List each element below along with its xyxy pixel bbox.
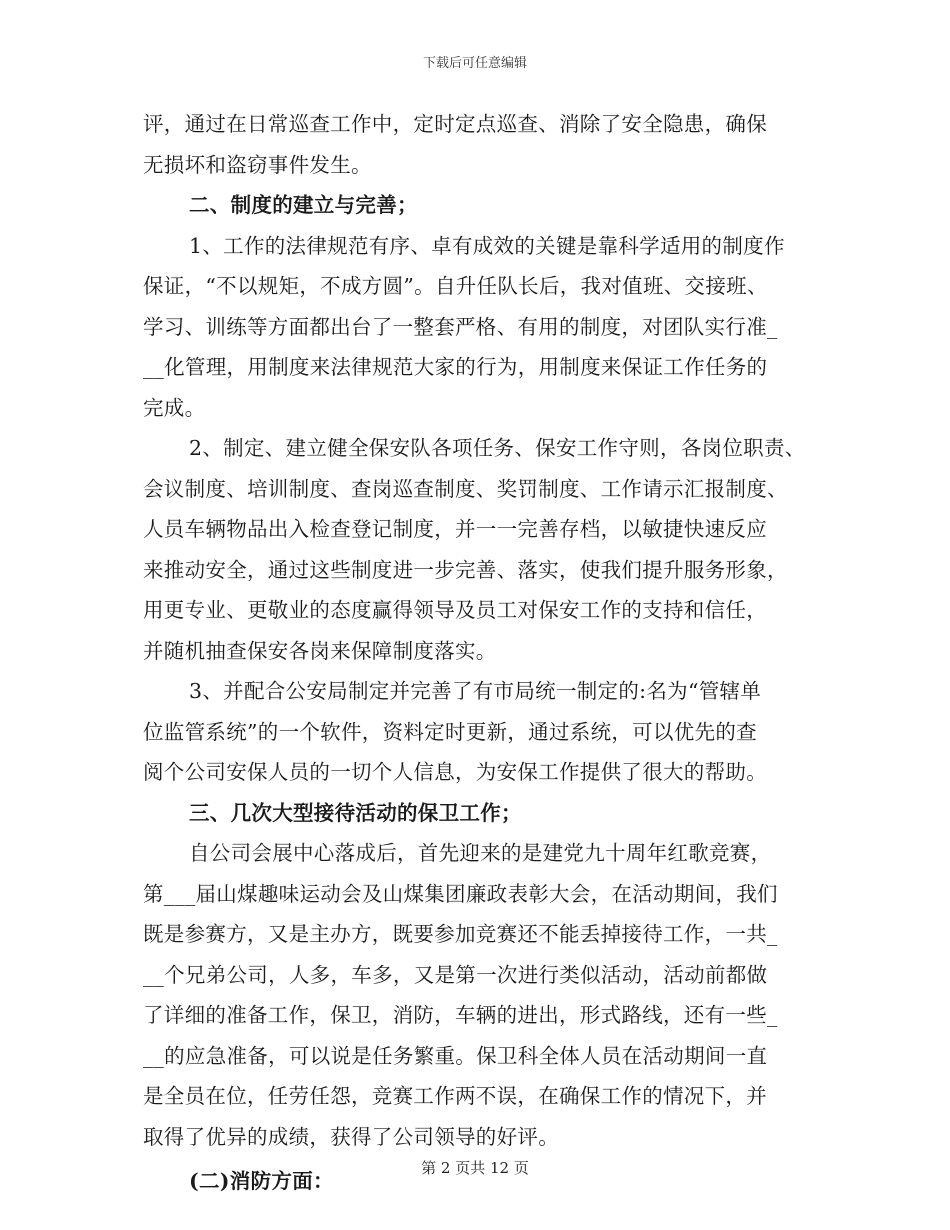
section-heading: 三、几次大型接待活动的保卫工作；: [189, 800, 522, 825]
body-line: 评，通过在日常巡查工作中，定时定点巡查、消除了安全隐患，确保: [143, 112, 767, 136]
body-line: 学习、训练等方面都出台了一整套严格、有用的制度，对团队实行准_: [143, 314, 778, 339]
body-line: __的应急准备，可以说是任务繁重。保卫科全体人员在活动期间一直: [143, 1043, 768, 1068]
body-line: 用更专业、更敬业的态度赢得领导及员工对保安工作的支持和信任，: [143, 598, 767, 622]
body-line: 取得了优异的成绩，获得了公司领导的好评。: [143, 1124, 559, 1149]
section-heading: (二)消防方面：: [189, 1169, 334, 1193]
body-line: 第___届山煤趣味运动会及山煤集团廉政表彰大会，在活动期间，我们: [143, 881, 778, 906]
body-line: 1、工作的法律规范有序、卓有成效的关键是靠科学适用的制度作: [189, 233, 785, 258]
body-line: 既是参赛方，又是主办方，既要参加竞赛还不能丢掉接待工作，一共_: [143, 922, 778, 946]
page-header: 下载后可任意编辑: [422, 56, 527, 71]
body-line: 是全员在位，任劳任怨，竞赛工作两不误，在确保工作的情况下，并: [143, 1084, 767, 1108]
body-line: 来推动安全，通过这些制度进一步完善、落实，使我们提升服务形象，: [143, 557, 788, 582]
body-line: 人员车辆物品出入检查登记制度，并一一完善存档，以敏捷快速反应: [143, 517, 767, 541]
page-number: 第 2 页共 12 页: [421, 1159, 529, 1177]
body-line: 2、制定、建立健全保安队各项任务、保安工作守则，各岗位职责、: [189, 436, 806, 460]
body-line: 自公司会展中心落成后，首先迎来的是建党九十周年红歌竞赛，: [189, 841, 772, 865]
body-line: 阅个公司安保人员的一切个人信息，为安保工作提供了很大的帮助。: [143, 760, 767, 784]
body-line: 并随机抽查保安各岗来保障制度落实。: [143, 638, 497, 663]
body-line: 会议制度、培训制度、查岗巡查制度、奖罚制度、工作请示汇报制度、: [143, 476, 788, 501]
body-line: 3、并配合公安局制定并完善了有市局统一制定的:名为“管辖单: [189, 679, 762, 703]
body-line: __个兄弟公司，人多，车多，又是第一次进行类似活动，活动前都做: [143, 962, 768, 987]
body-line: 位监管系统”的一个软件，资料定时更新，通过系统，可以优先的查: [143, 719, 757, 744]
section-heading: 二、制度的建立与完善；: [189, 193, 418, 217]
body-line: 保证，“不以规矩，不成方圆”。自升任队长后，我对值班、交接班、: [143, 274, 768, 298]
body-line: 无损坏和盗窃事件发生。: [143, 152, 372, 177]
body-line: 了详细的准备工作，保卫，消防，车辆的进出，形式路线，还有一些_: [143, 1003, 778, 1027]
body-line: 完成。: [143, 395, 206, 420]
body-line: __化管理，用制度来法律规范大家的行为，用制度来保证工作任务的: [143, 355, 768, 379]
document-body: [143, 104, 843, 1202]
